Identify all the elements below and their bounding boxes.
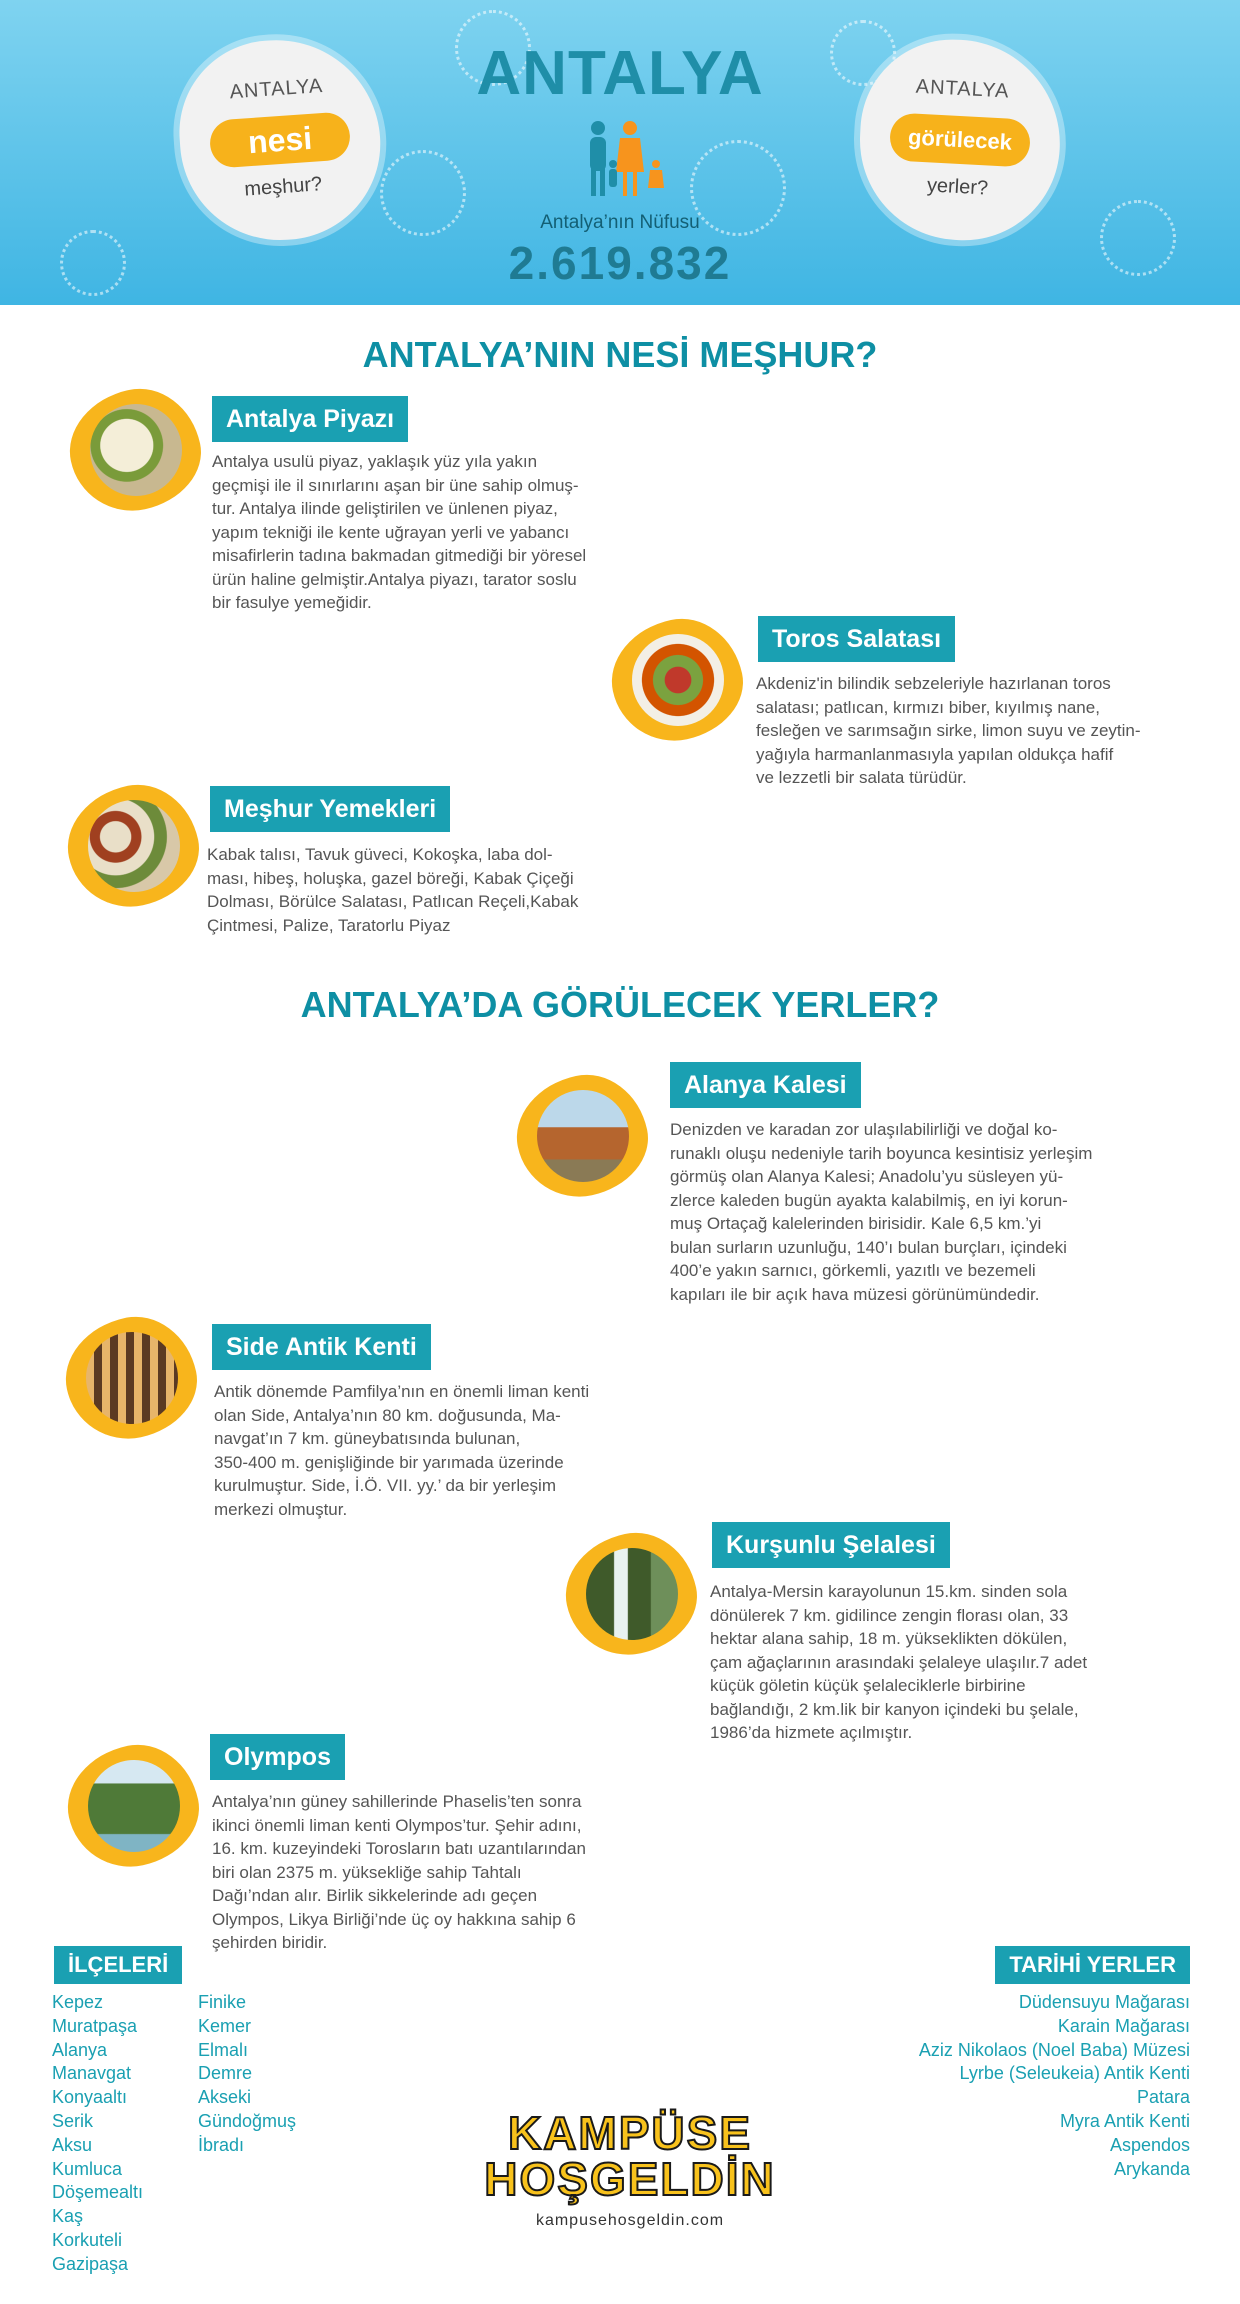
list-item: Döşemealtı <box>52 2182 144 2203</box>
bubble-highlight: görülecek <box>889 112 1031 167</box>
item-title: Toros Salatası <box>758 616 955 662</box>
list-item: Gazipaşa <box>52 2253 129 2274</box>
list-item: Aspendos <box>1109 2134 1190 2155</box>
item-title: Olympos <box>210 1734 345 1780</box>
list-item: İbradı <box>198 2134 245 2155</box>
waterfall-photo-icon <box>566 1534 696 1654</box>
item-description: Antalya’nın güney sahillerinde Phaselis’ten sonra ikinci önemli liman kenti Olympos’tur. Şehir adını, 16. km. kuzeyindeki Torosların batı uzantılarından biri olan 2375 m. yüksekliğe sahip Tahtalı Dağı’ndan alır. Birlik sikkelerinde adı geçen Olympos, Likya Birliği’nde üç oy hakkına sahip 6 şehirden biridir. <box>212 1792 586 1952</box>
bubble-question: meşhur? <box>243 173 323 201</box>
list-item: Elmalı <box>198 2039 249 2060</box>
item-description: Antik dönemde Pamfilya’nın en önemli liman kenti olan Side, Antalya’nın 80 km. doğusunda, Ma- navgat’ın 7 km. güneybatısında bulunan, 350-400 m. genişliğinde bir yarımada üzerinde kurulmuştur. Side, İ.Ö. VII. yy.’ da bir yerleşim merkezi olmuştur. <box>214 1382 590 1519</box>
section-title-famous: ANTALYA’NIN NESİ MEŞHUR? <box>362 334 878 375</box>
districts-title: İLÇELERİ <box>54 1946 182 1984</box>
right-speech-bubble <box>855 35 1065 245</box>
list-item: Finike <box>198 1992 247 2012</box>
list-item: Arykanda <box>1113 2158 1190 2179</box>
list-item: Aziz Nikolaos (Noel Baba) Müzesi <box>918 2039 1190 2060</box>
salad-photo-icon <box>612 620 742 740</box>
list-item: Kemer <box>198 2015 252 2036</box>
bubble-highlight: nesi <box>208 111 351 169</box>
forest-photo-icon <box>68 1746 198 1866</box>
list-item: Serik <box>52 2110 94 2131</box>
page-title: ANTALYA <box>476 39 764 108</box>
decor-circle-icon <box>1100 200 1176 276</box>
logo-url: kampusehosgeldin.com <box>535 2212 725 2229</box>
list-item: Lyrbe (Seleukeia) Antik Kenti <box>959 2063 1190 2084</box>
list-item: Akseki <box>198 2087 252 2108</box>
list-item: Karain Mağarası <box>1057 2015 1190 2036</box>
list-item: Kaş <box>52 2206 84 2227</box>
list-item: Korkuteli <box>52 2229 123 2250</box>
left-speech-bubble <box>173 33 386 246</box>
population-label: Antalya’nın Nüfusu <box>540 212 700 233</box>
list-item: Demre <box>198 2063 253 2084</box>
item-title: Alanya Kalesi <box>670 1062 861 1108</box>
bubble-city-label: ANTALYA <box>228 74 324 104</box>
brand-logo <box>480 2100 780 2205</box>
logo-line2: HOŞGELDİN <box>484 2153 776 2205</box>
bubble-question: yerler? <box>926 174 989 200</box>
item-title: Meşhur Yemekleri <box>210 786 450 832</box>
list-item: Kepez <box>52 1992 104 2012</box>
historic-title: TARİHİ YERLER <box>995 1946 1190 1984</box>
list-item: Myra Antik Kenti <box>1059 2110 1190 2131</box>
section-title-places: ANTALYA’DA GÖRÜLECEK YERLER? <box>300 984 940 1025</box>
header-banner <box>0 0 1240 305</box>
ruins-photo-icon <box>66 1318 196 1438</box>
bubble-city-label: ANTALYA <box>915 75 1011 103</box>
population-value: 2.619.832 <box>508 237 732 289</box>
family-icon <box>580 120 670 200</box>
food-photo-icon <box>70 390 200 510</box>
districts-list-col2 <box>198 1991 296 2158</box>
item-description: Akdeniz'in bilindik sebzeleriyle hazırlanan toros salatası; patlıcan, kırmızı biber, kıyılmış nane, fesleğen ve sarımsağın sirke, limon suyu ve zeytin- yağıyla harmanlanmasıyla yapılan oldukça hafif ve lezzetli bir salata türüdür. <box>756 674 1141 787</box>
historic-list <box>919 1991 1190 2181</box>
list-item: Manavgat <box>52 2063 132 2084</box>
list-item: Düdensuyu Mağarası <box>1018 1992 1190 2012</box>
decor-circle-icon <box>60 230 126 296</box>
castle-photo-icon <box>517 1076 647 1196</box>
item-title: Antalya Piyazı <box>212 396 408 442</box>
dishes-photo-icon <box>68 786 198 906</box>
list-item: Kumluca <box>52 2158 123 2179</box>
item-title: Side Antik Kenti <box>212 1324 431 1370</box>
list-item: Konyaaltı <box>52 2087 128 2108</box>
list-item: Aksu <box>52 2134 93 2155</box>
item-description: Antalya usulü piyaz, yaklaşık yüz yıla yakın geçmişi ile il sınırlarını aşan bir üne sahip olmuş- tur. Antalya ilinde geliştirilen ve ünlenen piyaz, yapım tekniği ile kente uğrayan yerli ve yabancı misafirlerin tadına bakmadan gitmediği bir yöresel ürün haline gelmiştir.Antalya piyazı, tarator soslu bir fasulye yemeğidir. <box>212 452 587 612</box>
item-title: Kurşunlu Şelalesi <box>712 1522 950 1568</box>
item-description: Antalya-Mersin karayolunun 15.km. sinden sola dönülerek 7 km. gidilince zengin florası olan, 33 hektar alana sahip, 18 m. yükseklikten dökülen, çam ağaçlarının arasındaki şelaleye ulaşılır.7 adet küçük göletin küçük şelaleciklerle birbirine bağlandığı, 2 km.lik bir kanyon içindeki bu şelale, 1986’da hizmete açılmıştır. <box>710 1582 1088 1742</box>
item-description: Kabak talısı, Tavuk güveci, Kokoşka, laba dol- ması, hibeş, holuşka, gazel böreği, Kabak Çiçeği Dolması, Börülce Salatası, Patlıcan Reçeli,Kabak Çintmesi, Palize, Taratorlu Piyaz <box>207 845 579 935</box>
logo-line1: KAMPÜSE <box>507 2107 753 2159</box>
item-description: Denizden ve karadan zor ulaşılabilirliği ve doğal ko- runaklı oluşu nedeniyle tarih boyunca kesintisiz yerleşim görmüş olan Alanya Kalesi; Anadolu’yu süsleyen yü- zlerce kaleden bugün ayakta kalabilmiş, en iyi korun- muş Ortaçağ kalelerinden birisidir. Kale 6,5 km.’yi bulan surların uzunluğu, 140’ı bulan burçları, içindeki 400’e yakın sarnıcı, görkemli, yazıtlı ve bezemeli kapıları ile bir açık hava müzesi görünümündedir. <box>670 1120 1093 1304</box>
list-item: Muratpaşa <box>52 2015 138 2036</box>
list-item: Gündoğmuş <box>198 2110 297 2131</box>
list-item: Alanya <box>52 2039 108 2060</box>
list-item: Patara <box>1136 2087 1190 2108</box>
districts-list-col1 <box>52 1991 143 2277</box>
